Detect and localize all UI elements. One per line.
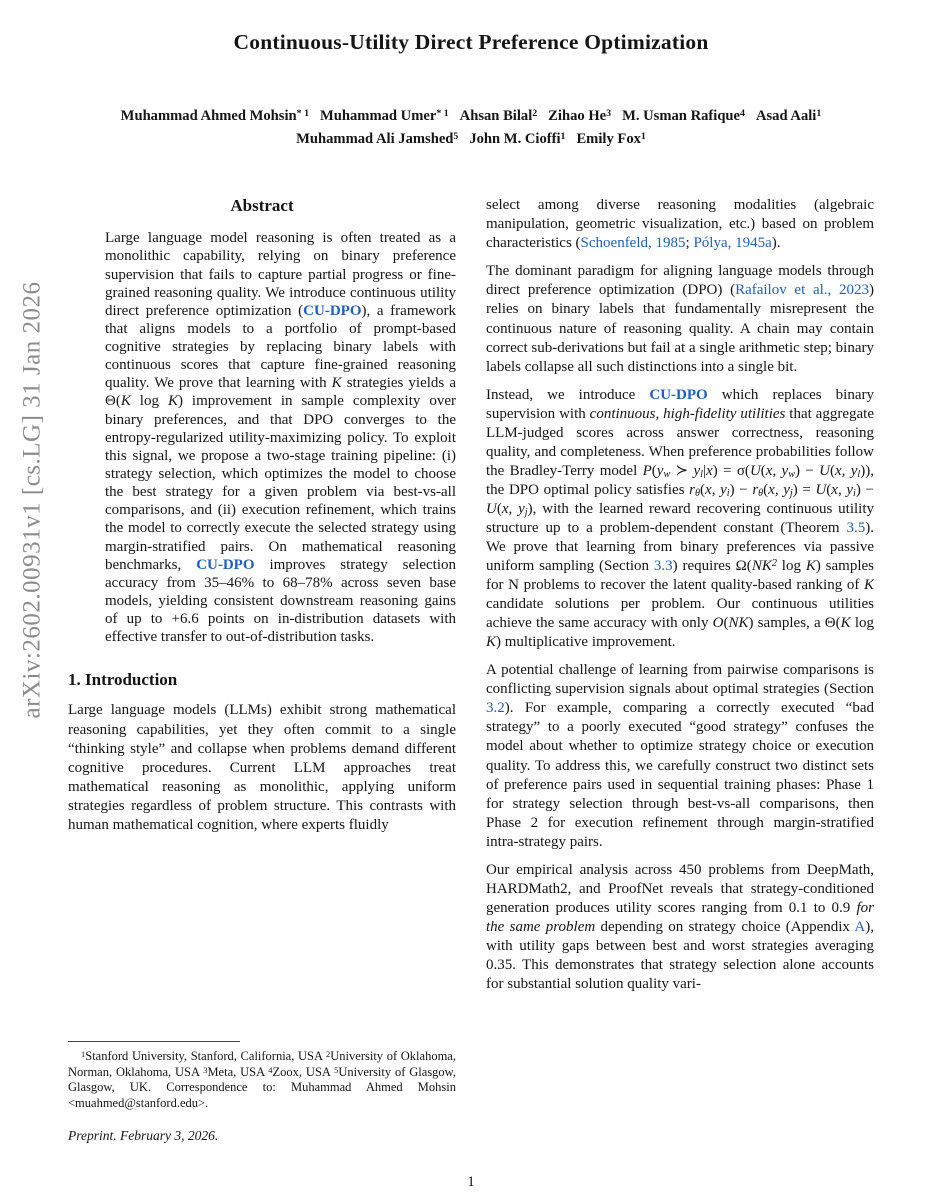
- abstract-text: [68, 229, 456, 646]
- text-run: John M. Cioffi: [469, 130, 561, 147]
- intro-paragraph: [68, 701, 456, 834]
- abstract-heading: Abstract: [230, 196, 294, 216]
- text-run: K: [486, 634, 497, 651]
- text-run: log: [850, 615, 874, 632]
- text-run: [309, 108, 320, 124]
- text-run: Large language models (LLMs) exhibit strong mathematical reasoning capabilities, yet they often commit to a single “thinking style” and collapse when problems demand different cognitive procedures. Current LLM approaches treat mathematical reasoning as monolithic, applying uniform strategies regardless of problem structure. This contrasts with human mathematical cognition, where experts fluidly: [68, 702, 456, 833]
- text-run: ) −: [729, 481, 753, 498]
- text-run: 2: [326, 1048, 331, 1059]
- text-run: 1: [560, 130, 566, 142]
- text-run: U: [749, 462, 761, 479]
- text-run: 2: [532, 108, 538, 120]
- text-run: Muhammad Umer: [319, 108, 437, 124]
- section-heading-introduction: 1. Introduction: [68, 670, 178, 690]
- text-run: P: [642, 462, 652, 479]
- text-run: 3: [203, 1064, 208, 1075]
- text-run: x, y: [831, 481, 853, 498]
- text-run: 4: [268, 1064, 273, 1075]
- text-run: University of Oklahoma, Norman, Oklahoma, USA: [68, 1048, 456, 1079]
- text-run: Stanford University, Stanford, California, USA: [85, 1048, 327, 1063]
- text-run: Asad Aali: [755, 108, 817, 124]
- body-paragraph: [486, 196, 874, 253]
- text-run: r: [752, 481, 759, 498]
- text-run: [611, 108, 622, 124]
- text-run: 5: [334, 1064, 339, 1075]
- text-run: θ: [758, 488, 764, 500]
- citation-link[interactable]: Pólya, 1945a: [693, 235, 772, 252]
- text-run: j: [789, 488, 793, 500]
- right-column: [486, 196, 874, 1144]
- text-run: θ: [695, 488, 701, 500]
- text-run: that aggregate LLM-judged scores across answer correctness, reasoning quality, and completeness. When preference probabilities follow the Bradley-Terry model: [486, 405, 874, 479]
- text-run: U: [819, 462, 830, 479]
- text-run: ) improvement in sample complexity over binary preferences, and that DPO converges to the entropy-regularized utility-maximizing policy. To exploit this signal, we propose a two-stage training pipeline: (i) strategy selection, which optimizes the model to choose the best strategy for a given problem via best-vs-all comparisons, and (ii) execution refinement, which trains the model to correctly execute the selected strategy using margin-stratified pairs. On mathematical reasoning benchmarks,: [105, 393, 456, 573]
- text-run: * 1: [296, 108, 310, 120]
- two-column-body: [0, 196, 942, 1144]
- affiliation-footnote: [68, 1049, 456, 1113]
- text-run: Large language model reasoning is often treated as a monolithic capability, relying on binary preference supervision that fails to capture partial progress or fine-grained reasoning quality. We introduce continuous utility direct preference optimization (: [105, 230, 456, 319]
- paper-title: Continuous-Utility Direct Preference Optimization: [233, 30, 709, 54]
- text-run: ≻: [670, 462, 694, 479]
- citation-link[interactable]: Schoenfeld, 1985: [580, 235, 686, 252]
- text-run: ) =: [792, 481, 816, 498]
- text-run: ), a framework that aligns models to a portfolio of prompt-based cognitive strategies by replacing binary labels with continuous scores that capture fine-grained reasoning quality. We prove that learning with: [105, 302, 456, 392]
- text-run: x, y: [765, 462, 789, 479]
- text-run: (: [651, 462, 657, 479]
- text-run: ): [527, 500, 533, 517]
- text-run: strategies yields a Θ(: [105, 375, 456, 410]
- citation-link[interactable]: 3.5: [846, 519, 866, 536]
- text-run: U: [486, 500, 497, 517]
- text-run: U: [815, 481, 827, 498]
- text-run: University of Glasgow, Glasgow, UK. Correspondence to: Muhammad Ahmed Mohsin <muahmed@stanford.edu>.: [68, 1064, 456, 1111]
- text-run: Emily Fox: [576, 130, 641, 147]
- text-run: [537, 108, 548, 124]
- text-run: [566, 131, 577, 147]
- text-run: (: [700, 481, 706, 498]
- footnote-rule: [68, 1041, 240, 1042]
- text-run: Muhammad Ahmed Mohsin: [120, 108, 297, 124]
- citation-link[interactable]: CU-DPO: [303, 302, 362, 319]
- footnote-block: [68, 1035, 456, 1145]
- text-run: x, y: [705, 481, 727, 498]
- text-run: w: [788, 469, 795, 481]
- text-run: * 1: [436, 108, 449, 120]
- text-run: Muhammad Ali Jamshed: [296, 130, 454, 147]
- text-run: l: [700, 469, 704, 481]
- text-run: 4: [740, 108, 745, 120]
- text-run: Ahsan Bilal: [459, 108, 533, 124]
- page-number: 1: [467, 1174, 475, 1190]
- text-run: (: [723, 615, 729, 632]
- text-run: depending on strategy choice (Appendix: [595, 918, 855, 935]
- text-run: (: [829, 462, 835, 479]
- text-run: NK: [728, 615, 749, 632]
- text-run: (: [496, 500, 502, 517]
- text-run: r: [689, 481, 696, 498]
- text-run: 3: [606, 108, 612, 120]
- text-run: K: [805, 558, 816, 575]
- body-paragraph: [486, 661, 874, 851]
- text-run: A potential challenge of learning from pairwise comparisons is conflicting supervision signals about optimal strategies (Section: [486, 662, 874, 698]
- text-run: x, y: [834, 462, 858, 479]
- text-run: , the DPO optimal policy satisfies: [486, 462, 874, 498]
- citation-link[interactable]: CU-DPO: [649, 386, 708, 403]
- text-run: (: [763, 481, 769, 498]
- citation-link[interactable]: 3.2: [486, 700, 505, 717]
- citation-link[interactable]: A: [854, 918, 866, 935]
- text-run: for the same problem: [486, 899, 874, 935]
- author-block: [0, 105, 942, 150]
- text-run: Meta, USA: [207, 1064, 269, 1079]
- text-run: (: [826, 481, 832, 498]
- text-run: i: [853, 488, 856, 500]
- text-run: 1: [816, 108, 822, 120]
- text-run: j: [524, 507, 528, 519]
- text-run: ), with utility gaps between best and worst strategies averaging 0.35. This demonstrates that strategy selection alone accounts for substantial solution quality vari-: [486, 918, 874, 993]
- text-run: ).: [771, 235, 781, 252]
- text-run: ;: [685, 235, 694, 252]
- text-run: i: [726, 488, 730, 500]
- text-run: candidate solutions per problem. Our continuous utilities achieve the same accuracy with only: [486, 596, 874, 632]
- text-run: log: [130, 393, 168, 410]
- text-run: ) samples, a Θ(: [748, 615, 841, 632]
- text-run: M. Usman Rafique: [622, 108, 741, 124]
- preprint-note: Preprint. February 3, 2026.: [68, 1128, 219, 1144]
- text-run: [449, 108, 460, 124]
- body-paragraph: [486, 262, 874, 376]
- text-run: 1: [81, 1048, 86, 1059]
- text-run: improves strategy selection accuracy from 35–46% to 68–78% across seven base models, yielding consistent downstream reasoning gains of up to +6.6 points on in-distribution datasets with effective transfer to out-of-distribution tasks.: [105, 556, 456, 646]
- text-run: K: [167, 393, 178, 410]
- text-run: K: [840, 615, 851, 632]
- text-run: y: [656, 462, 664, 479]
- text-run: Zoox, USA: [272, 1064, 335, 1079]
- text-run: [745, 108, 756, 124]
- text-run: w: [663, 469, 671, 481]
- text-run: The dominant paradigm for aligning language models through direct preference optimization (DPO) (: [486, 263, 874, 299]
- text-run: ) relies on binary labels that fundamentally misrepresent the continuous nature of reasoning quality. A chain may contain correct sub-derivations but fail at a single arithmetic step; binary labels collapse all such distinctions into a single bit.: [486, 282, 874, 375]
- text-run: ) requires Ω(: [672, 558, 752, 575]
- text-run: |: [703, 462, 707, 479]
- text-run: continuous, high-fidelity utilities: [589, 405, 786, 422]
- left-column: [68, 196, 456, 1144]
- body-paragraph: [486, 386, 874, 653]
- text-run: K: [120, 393, 131, 410]
- text-run: (: [760, 462, 766, 479]
- text-run: [458, 131, 469, 147]
- text-run: 5: [453, 130, 459, 142]
- text-run: Zihao He: [548, 108, 607, 124]
- text-run: ) samples for N problems to recover the latent quality-based ranking of: [486, 558, 874, 594]
- text-run: ). For example, comparing a correctly executed “bad strategy” to a poorly executed “good strategy” confuses the model about whether to optimize strategy choice or execution quality. To address this, we carefully construct two distinct sets of preference pairs used in sequential training phases: Phase 1 for strategy selection through best-vs-all comparisons, then Phase 2 for execution refinement through margin-stratified intra-strategy pairs.: [486, 700, 874, 850]
- author-line-1: [0, 105, 942, 128]
- body-paragraph: [486, 861, 874, 994]
- text-run: select among diverse reasoning modalities (algebraic manipulation, geometric visualization, etc.) based on problem characteristics (: [486, 197, 874, 252]
- text-run: ) = σ(: [712, 462, 750, 479]
- text-run: ) multiplicative improvement.: [496, 634, 676, 651]
- text-run: x, y: [501, 500, 525, 517]
- citation-link[interactable]: 3.3: [653, 558, 673, 575]
- text-run: Instead, we introduce: [486, 386, 650, 403]
- text-run: ). We prove that learning from binary preferences via passive uniform sampling (Section: [486, 519, 874, 575]
- author-line-2: [0, 128, 942, 151]
- text-run: K: [863, 577, 874, 594]
- text-run: O: [712, 615, 724, 632]
- text-run: 2: [771, 558, 777, 570]
- text-run: x, y: [768, 481, 790, 498]
- text-run: ) −: [795, 462, 820, 479]
- text-run: ) −: [855, 481, 874, 498]
- text-run: K: [331, 375, 342, 392]
- text-run: NK: [751, 558, 772, 575]
- text-run: x: [706, 462, 713, 479]
- text-run: log: [776, 558, 806, 575]
- text-run: l: [857, 469, 861, 481]
- text-run: , with the learned reward recovering continuous utility structure up to a problem-dependent constant (Theorem: [486, 500, 874, 536]
- text-run: Our empirical analysis across 450 problems from DeepMath, HARDMath2, and ProofNet reveals that strategy-conditioned generation produces utility scores ranging from 0.1 to 0.9: [486, 861, 874, 916]
- text-run: )): [860, 462, 871, 479]
- citation-link[interactable]: Rafailov et al., 2023: [735, 282, 870, 299]
- text-run: y: [693, 462, 701, 479]
- text-run: 1: [640, 130, 646, 142]
- text-run: which replaces binary supervision with: [486, 386, 874, 422]
- arxiv-id-label: arXiv:2602.00931v1 [cs.LG] 31 Jan 2026: [18, 281, 45, 719]
- citation-link[interactable]: CU-DPO: [196, 556, 255, 573]
